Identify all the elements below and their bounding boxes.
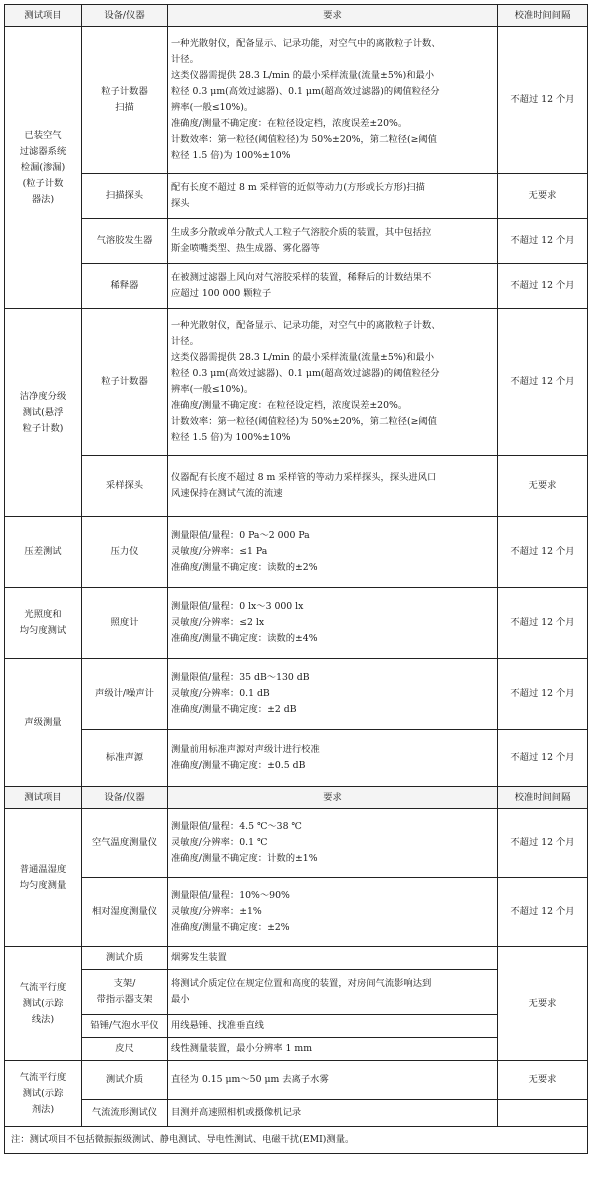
requirement-line: 准确度/测量不确定度：读数的±2% xyxy=(171,562,318,573)
equipment-line: 稀释器 xyxy=(110,280,139,291)
calibration-table-wrapper xyxy=(4,4,587,1154)
equipment-line: 带指示器支架 xyxy=(96,994,153,1005)
table-row xyxy=(5,1061,588,1100)
requirement-line: 生成多分散或单分散式人工粒子气溶胶介质的装置，其中包括拉 xyxy=(171,227,432,238)
requirement-line: 风速保持在测试气流的流速 xyxy=(171,488,283,499)
test-item-line: 器法) xyxy=(31,193,55,205)
table-row xyxy=(5,264,588,309)
requirement-cell xyxy=(168,219,498,264)
requirement-line: 线性测量装置，最小分辨率 1 mm xyxy=(171,1043,313,1054)
requirement-line: 准确度/测量不确定度：±0.5 dB xyxy=(171,760,306,771)
table-row xyxy=(5,588,588,659)
test-item-line: 检漏(渗漏) xyxy=(20,161,66,173)
requirement-line: 一种光散射仪，配备显示、记录功能，对空气中的离散粒子计数、 xyxy=(171,38,441,49)
requirement-cell xyxy=(168,174,498,219)
requirement-line: 灵敏度/分辨率：≤1 Pa xyxy=(171,546,268,557)
requirement-cell xyxy=(168,659,498,730)
test-item-cell xyxy=(5,27,82,309)
test-item-line: 普通温湿度 xyxy=(19,863,67,875)
interval-cell: 无要求 xyxy=(498,947,588,1061)
equipment-line: 扫描 xyxy=(115,102,134,113)
equipment-cell xyxy=(82,456,168,517)
requirement-line: 在被测过滤器上风向对气溶胶采样的装置，稀释后的计数结果不 xyxy=(171,272,432,283)
requirement-cell xyxy=(168,947,498,970)
equipment-line: 空气温度测量仪 xyxy=(91,837,158,848)
requirement-line: 计数效率：第一粒径(阈值粒径)为 50%±20%，第二粒径(≥阈值 xyxy=(171,134,437,145)
equipment-line: 采样探头 xyxy=(105,480,144,491)
table-row xyxy=(5,1100,588,1127)
header-requirement: 要求 xyxy=(168,787,498,809)
table-note: 注：测试项目不包括微振振级测试、静电测试、导电性测试、电磁干扰(EMI)测量。 xyxy=(5,1127,588,1154)
requirement-line: 准确度/测量不确定度：在粒径设定档，浓度误差±20%。 xyxy=(171,118,408,129)
equipment-cell xyxy=(82,219,168,264)
test-item-line: 线法) xyxy=(31,1013,55,1025)
test-item-line: 测试(示踪 xyxy=(22,997,64,1009)
requirement-line: 这类仪器需提供 28.3 L/min 的最小采样流量(流量±5%)和最小 xyxy=(171,70,435,81)
equipment-cell xyxy=(82,878,168,947)
equipment-line: 照度计 xyxy=(110,617,139,628)
requirement-line: 这类仪器需提供 28.3 L/min 的最小采样流量(流量±5%)和最小 xyxy=(171,352,435,363)
equipment-cell xyxy=(82,309,168,456)
test-item-line: 已装空气 xyxy=(24,129,62,141)
equipment-line: 支架/ xyxy=(113,978,136,989)
requirement-cell xyxy=(168,730,498,787)
table-row xyxy=(5,456,588,517)
requirement-cell xyxy=(168,264,498,309)
equipment-cell xyxy=(82,809,168,878)
requirement-line: 直径为 0.15 μm～50 μm 去离子水雾 xyxy=(171,1074,329,1085)
test-item-cell xyxy=(5,309,82,517)
interval-cell: 不超过 12 个月 xyxy=(498,309,588,456)
requirement-line: 将测试介质定位在规定位置和高度的装置，对房间气流影响达到 xyxy=(171,978,432,989)
interval-cell-empty xyxy=(498,1100,588,1127)
requirement-line: 测量限值/量程：35 dB～130 dB xyxy=(171,672,310,683)
test-item-line: 声级测量 xyxy=(24,716,62,728)
equipment-line: 测试介质 xyxy=(105,952,144,963)
requirement-line: 准确度/测量不确定度：在粒径设定档，浓度误差±20%。 xyxy=(171,400,408,411)
equipment-line: 粒子计数器 xyxy=(101,86,148,97)
test-item-cell xyxy=(5,659,82,787)
test-item-line: 气流平行度 xyxy=(19,1071,67,1083)
equipment-cell xyxy=(82,970,168,1015)
requirement-line: 灵敏度/分辨率：0.1 ℃ xyxy=(171,837,268,848)
test-item-line: 光照度和 xyxy=(24,609,62,620)
interval-cell: 无要求 xyxy=(498,456,588,517)
requirement-line: 计径。 xyxy=(171,336,199,347)
test-item-line: 洁净度分级 xyxy=(19,390,67,402)
requirement-cell xyxy=(168,309,498,456)
requirement-line: 最小 xyxy=(171,994,190,1005)
equipment-cell xyxy=(82,1038,168,1061)
requirement-cell xyxy=(168,1015,498,1038)
equipment-cell xyxy=(82,174,168,219)
equipment-line: 气溶胶发生器 xyxy=(96,235,153,246)
calibration-table xyxy=(4,4,588,1154)
requirement-line: 准确度/测量不确定度：±2% xyxy=(171,922,290,933)
requirement-line: 灵敏度/分辨率：≤2 lx xyxy=(171,617,265,628)
interval-cell: 不超过 12 个月 xyxy=(498,219,588,264)
equipment-cell xyxy=(82,1100,168,1127)
requirement-line: 准确度/测量不确定度：计数的±1% xyxy=(171,853,318,864)
requirement-line: 粒径 0.3 μm(高效过滤器)、0.1 μm(超高效过滤器)的阈值粒径分 xyxy=(171,368,440,379)
interval-cell: 无要求 xyxy=(498,1061,588,1100)
equipment-cell xyxy=(82,27,168,174)
table-row xyxy=(5,517,588,588)
requirement-cell xyxy=(168,970,498,1015)
interval-cell: 不超过 12 个月 xyxy=(498,730,588,787)
test-item-cell xyxy=(5,588,82,659)
table-row xyxy=(5,309,588,456)
header-item: 测试项目 xyxy=(5,5,82,27)
requirement-line: 测量限值/量程：4.5 ℃～38 ℃ xyxy=(171,821,302,832)
test-item-cell xyxy=(5,1061,82,1127)
requirement-line: 测量前用标准声源对声级计进行校准 xyxy=(171,744,320,755)
test-item-line: 测试(示踪 xyxy=(22,1087,64,1099)
requirement-line: 目测并高速照相机或摄像机记录 xyxy=(171,1107,302,1118)
requirement-line: 斯金喷嘴类型、热生成器、雾化器等 xyxy=(171,243,320,254)
interval-cell: 不超过 12 个月 xyxy=(498,27,588,174)
interval-cell: 不超过 12 个月 xyxy=(498,264,588,309)
interval-cell: 无要求 xyxy=(498,174,588,219)
equipment-line: 铅锤/气泡水平仪 xyxy=(90,1020,159,1031)
requirement-line: 探头 xyxy=(171,198,190,209)
requirement-line: 辨率(一般≤10%)。 xyxy=(171,384,254,395)
equipment-cell xyxy=(82,588,168,659)
requirement-line: 测量限值/量程：0 Pa～2 000 Pa xyxy=(171,530,310,541)
requirement-cell xyxy=(168,517,498,588)
requirement-line: 测量限值/量程：0 lx～3 000 lx xyxy=(171,601,304,612)
requirement-line: 灵敏度/分辨率：±1% xyxy=(171,906,262,917)
requirement-line: 灵敏度/分辨率：0.1 dB xyxy=(171,688,270,699)
test-item-line: 压差测试 xyxy=(24,546,62,557)
header-equipment: 设备/仪器 xyxy=(82,5,168,27)
requirement-cell xyxy=(168,456,498,517)
table-row xyxy=(5,27,588,174)
equipment-cell xyxy=(82,947,168,970)
equipment-cell xyxy=(82,1061,168,1100)
interval-cell: 不超过 12 个月 xyxy=(498,878,588,947)
equipment-cell xyxy=(82,730,168,787)
requirement-line: 一种光散射仪，配备显示、记录功能，对空气中的离散粒子计数、 xyxy=(171,320,441,331)
requirement-line: 准确度/测量不确定度：读数的±4% xyxy=(171,633,318,644)
table-row xyxy=(5,878,588,947)
table-row xyxy=(5,174,588,219)
interval-cell: 不超过 12 个月 xyxy=(498,659,588,730)
interval-cell: 不超过 12 个月 xyxy=(498,588,588,659)
equipment-line: 标准声源 xyxy=(105,752,144,763)
table-row xyxy=(5,947,588,970)
requirement-line: 辨率(一般≤10%)。 xyxy=(171,102,254,113)
requirement-line: 用线悬锤、找准垂直线 xyxy=(171,1020,264,1031)
test-item-line: 均匀度测试 xyxy=(19,625,67,636)
header-interval: 校准时间间隔 xyxy=(498,5,588,27)
requirement-cell xyxy=(168,1061,498,1100)
requirement-cell xyxy=(168,809,498,878)
equipment-line: 测试介质 xyxy=(105,1074,144,1085)
table-row xyxy=(5,659,588,730)
requirement-line: 粒径 1.5 倍)为 100%±10% xyxy=(171,150,291,161)
requirement-cell xyxy=(168,878,498,947)
test-item-line: 过滤器系统 xyxy=(19,145,67,157)
interval-cell: 不超过 12 个月 xyxy=(498,517,588,588)
equipment-cell xyxy=(82,517,168,588)
equipment-cell xyxy=(82,1015,168,1038)
requirement-cell xyxy=(168,1100,498,1127)
header-requirement: 要求 xyxy=(168,5,498,27)
equipment-line: 皮尺 xyxy=(115,1043,134,1054)
equipment-line: 气流流形测试仪 xyxy=(91,1107,158,1118)
requirement-cell xyxy=(168,27,498,174)
test-item-cell xyxy=(5,947,82,1061)
equipment-line: 声级计/噪声计 xyxy=(95,688,154,699)
requirement-line: 应超过 100 000 颗粒子 xyxy=(171,288,272,299)
test-item-line: 气流平行度 xyxy=(19,981,67,993)
requirement-line: 粒径 1.5 倍)为 100%±10% xyxy=(171,432,291,443)
requirement-line: 计数效率：第一粒径(阈值粒径)为 50%±20%，第二粒径(≥阈值 xyxy=(171,416,437,427)
header-interval: 校准时间间隔 xyxy=(498,787,588,809)
table-row xyxy=(5,219,588,264)
interval-cell: 不超过 12 个月 xyxy=(498,809,588,878)
test-item-cell xyxy=(5,517,82,588)
equipment-cell xyxy=(82,264,168,309)
test-item-line: 均匀度测量 xyxy=(19,879,67,891)
equipment-line: 粒子计数器 xyxy=(101,376,148,387)
equipment-cell xyxy=(82,659,168,730)
header-item: 测试项目 xyxy=(5,787,82,809)
header-equipment: 设备/仪器 xyxy=(82,787,168,809)
requirement-line: 测量限值/量程：10%～90% xyxy=(171,890,290,901)
test-item-line: (粒子计数 xyxy=(22,177,64,189)
table-header-row xyxy=(5,787,588,809)
equipment-line: 扫描探头 xyxy=(105,190,144,201)
requirement-line: 准确度/测量不确定度：±2 dB xyxy=(171,704,297,715)
test-item-line: 粒子计数) xyxy=(22,422,64,434)
requirement-line: 配有长度不超过 8 m 采样管的近似等动力(方形或长方形)扫描 xyxy=(171,182,425,193)
test-item-line: 剂法) xyxy=(31,1103,55,1115)
requirement-line: 仪器配有长度不超过 8 m 采样管的等动力采样探头，探头进风口 xyxy=(171,472,437,483)
requirement-line: 计径。 xyxy=(171,54,199,65)
requirement-line: 烟雾发生装置 xyxy=(171,952,227,963)
note-row xyxy=(5,1127,588,1154)
equipment-line: 相对湿度测量仪 xyxy=(91,906,158,917)
requirement-line: 粒径 0.3 μm(高效过滤器)、0.1 μm(超高效过滤器)的阈值粒径分 xyxy=(171,86,440,97)
test-item-cell xyxy=(5,809,82,947)
table-row xyxy=(5,809,588,878)
equipment-line: 压力仪 xyxy=(110,546,139,557)
test-item-line: 测试(悬浮 xyxy=(22,406,64,418)
requirement-cell xyxy=(168,1038,498,1061)
requirement-cell xyxy=(168,588,498,659)
table-header-row xyxy=(5,5,588,27)
table-row xyxy=(5,730,588,787)
